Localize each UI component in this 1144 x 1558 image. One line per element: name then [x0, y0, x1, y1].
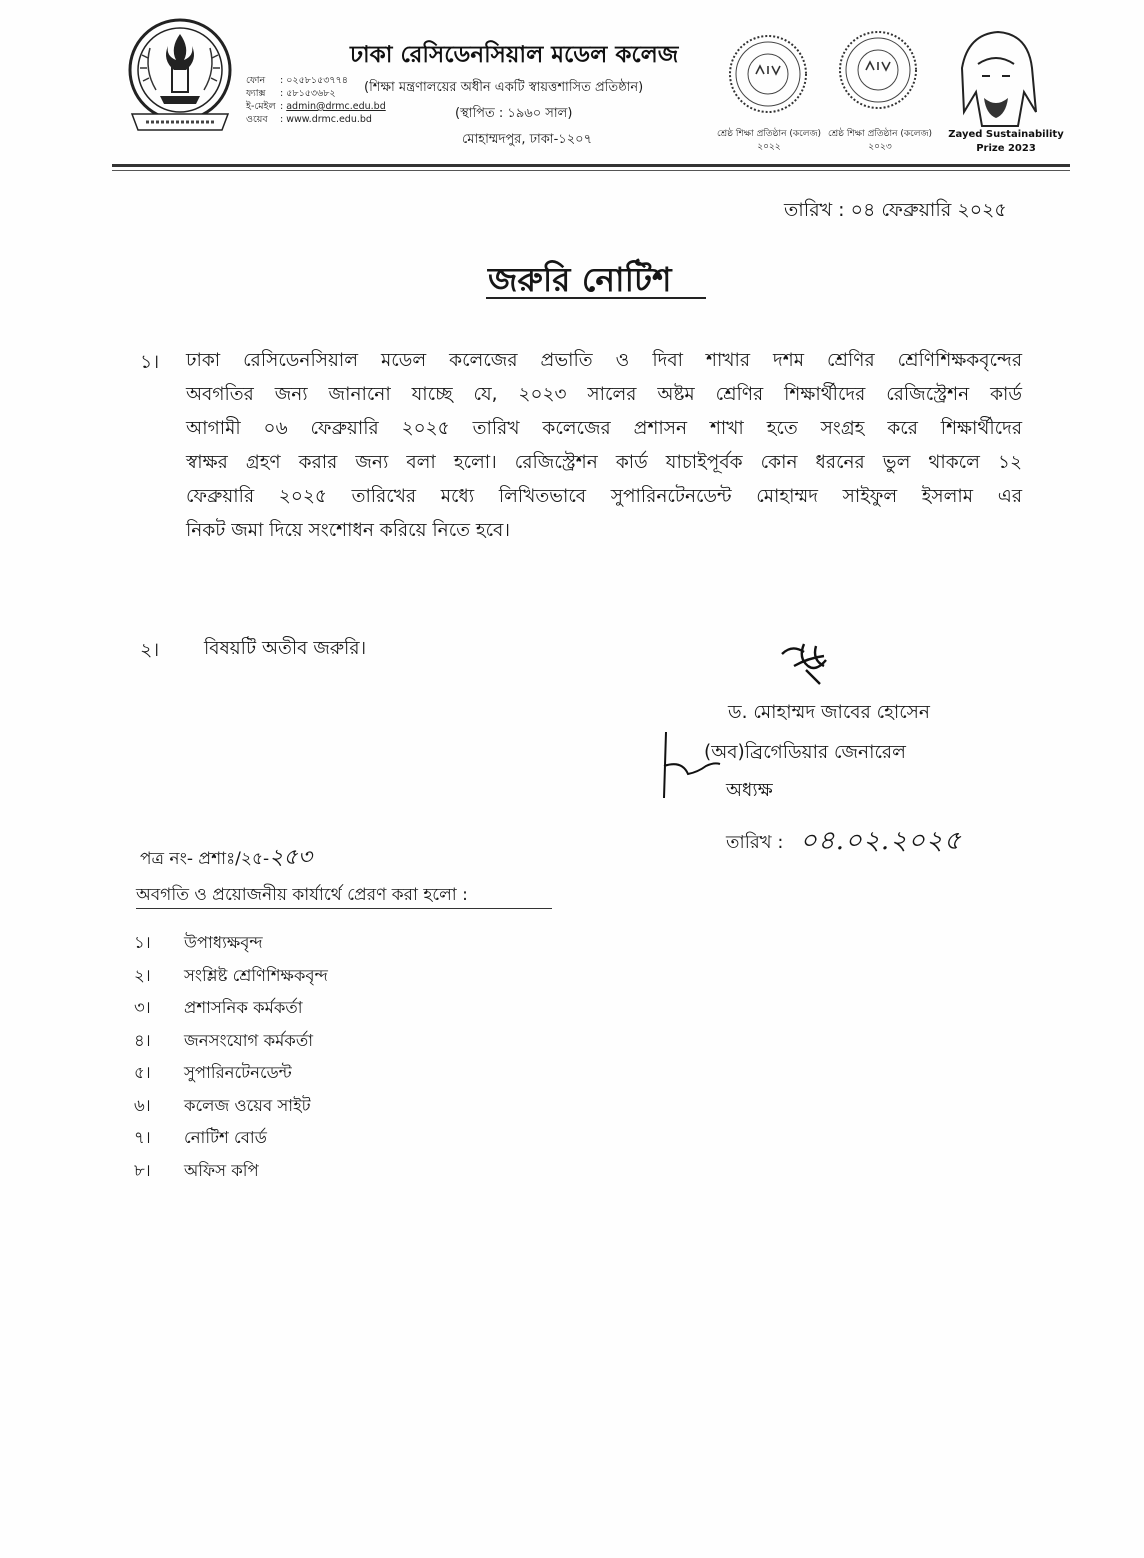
college-name: ঢাকা রেসিডেনসিয়াল মডেল কলেজ: [350, 42, 679, 68]
contact-web: ওয়েব : www.drmc.edu.bd: [246, 114, 372, 125]
paragraph-1-line: আগামী ০৬ ফেব্রুয়ারি ২০২৫ তারিখ কলেজের প্রশাসন শাখা হতে সংগ্রহ করে শিক্ষার্থীদের: [186, 418, 1022, 439]
notice-date: তারিখ : ০৪ ফেব্রুয়ারি ২০২৫: [784, 199, 1007, 221]
portrait-icon: [950, 28, 1040, 128]
header-rule-thin: [112, 170, 1070, 171]
paragraph-2-number: ২।: [140, 639, 160, 661]
contact-email: ই-মেইল : admin@drmc.edu.bd: [246, 101, 386, 112]
list-item: ৭। নোটিশ বোর্ড: [134, 1128, 267, 1147]
email-link[interactable]: admin@drmc.edu.bd: [286, 101, 386, 112]
list-item: ২। সংশ্লিষ্ট শ্রেণিশিক্ষকবৃন্দ: [134, 965, 328, 985]
list-item: ৪। জনসংযোগ কর্মকর্তা: [134, 1030, 314, 1050]
notice-title: জরুরি নোটিশ: [488, 260, 672, 299]
header-rule-thick: [112, 164, 1070, 167]
signatory-rank: (অব)ব্রিগেডিয়ার জেনারেল: [704, 742, 906, 763]
award-seal-2022-icon: [728, 34, 808, 114]
distribution-list: [134, 930, 328, 1190]
award-seal-2023-icon: [838, 30, 918, 110]
paragraph-2: বিষয়টি অতীব জরুরি।: [204, 638, 367, 659]
contact-phone: ফোন : ০২৫৮১৫৩৭৭৪: [246, 75, 348, 86]
list-item: ৬। কলেজ ওয়েব সাইট: [134, 1095, 311, 1115]
distribution-heading: অবগতি ও প্রয়োজনীয় কার্যার্থে প্রেরণ করা হলো :: [136, 885, 468, 905]
paragraph-1-number: ১।: [140, 351, 160, 373]
paragraph-1-line: নিকট জমা দিয়ে সংশোধন করিয়ে নিতে হবে।: [186, 520, 510, 541]
established-year: (স্থাপিত : ১৯৬০ সাল): [455, 106, 573, 121]
web-link[interactable]: www.drmc.edu.bd: [286, 114, 372, 125]
title-underline: [486, 297, 706, 299]
award-caption-2: শ্রেষ্ঠ শিক্ষা প্রতিষ্ঠান (কলেজ) ২০২৩: [827, 129, 933, 152]
contact-fax: ফ্যাক্স : ৫৮১৫৩৬৮২: [246, 88, 336, 99]
list-item: ৮। অফিস কপি: [134, 1160, 259, 1180]
list-item: ৫। সুপারিনটেনডেন্ট: [134, 1063, 292, 1082]
list-item: ১। উপাধ্যক্ষবৃন্দ: [134, 933, 263, 952]
signature-date-label: তারিখ :: [726, 832, 784, 853]
paragraph-1-line: অবগতির জন্য জানানো যাচ্ছে যে, ২০২৩ সালের অষ্টম শ্রেণির শিক্ষার্থীদের রেজিস্ট্রেশন কার্ড: [186, 384, 1022, 405]
paragraph-1: [186, 344, 1022, 548]
signatory-designation: অধ্যক্ষ: [726, 780, 773, 801]
signature-date-handwritten: ০৪.০২.২০২৫: [800, 826, 962, 856]
college-subtitle: (শিক্ষা মন্ত্রণালয়ের অধীন একটি স্বায়ত্তশাসিত প্রতিষ্ঠান): [364, 80, 644, 95]
memo-number: পত্র নং- প্রশাঃ/২৫-২৫৩: [140, 845, 313, 870]
college-logo: [126, 18, 234, 136]
distribution-heading-underline: [136, 908, 552, 909]
signature-icon: [776, 640, 846, 686]
zayed-prize-caption: Zayed Sustainability Prize 2023: [948, 129, 1064, 154]
award-caption-1: শ্রেষ্ঠ শিক্ষা প্রতিষ্ঠান (কলেজ) ২০২২: [716, 129, 822, 152]
paragraph-1-line: ফেব্রুয়ারি ২০২৫ তারিখের মধ্যে লিখিতভাবে সুপারিনটেনডেন্ট মোহাম্মদ সাইফুল ইসলাম এর: [186, 486, 1022, 507]
college-address: মোহাম্মদপুর, ঢাকা-১২০৭: [462, 132, 593, 147]
memo-number-handwritten: ২৫৩: [269, 845, 313, 870]
signatory-name: ড. মোহাম্মদ জাবের হোসেন: [728, 702, 930, 723]
paragraph-1-line: স্বাক্ষর গ্রহণ করার জন্য বলা হলো। রেজিস্ট্রেশন কার্ড যাচাইপূর্বক কোন ধরনের ভুল থাকলে ১২: [186, 452, 1022, 473]
paragraph-1-line: ঢাকা রেসিডেনসিয়াল মডেল কলেজের প্রভাতি ও দিবা শাখার দশম শ্রেণির শ্রেণিশিক্ষকবৃন্দের: [186, 350, 1022, 371]
list-item: ৩। প্রশাসনিক কর্মকর্তা: [134, 998, 303, 1017]
